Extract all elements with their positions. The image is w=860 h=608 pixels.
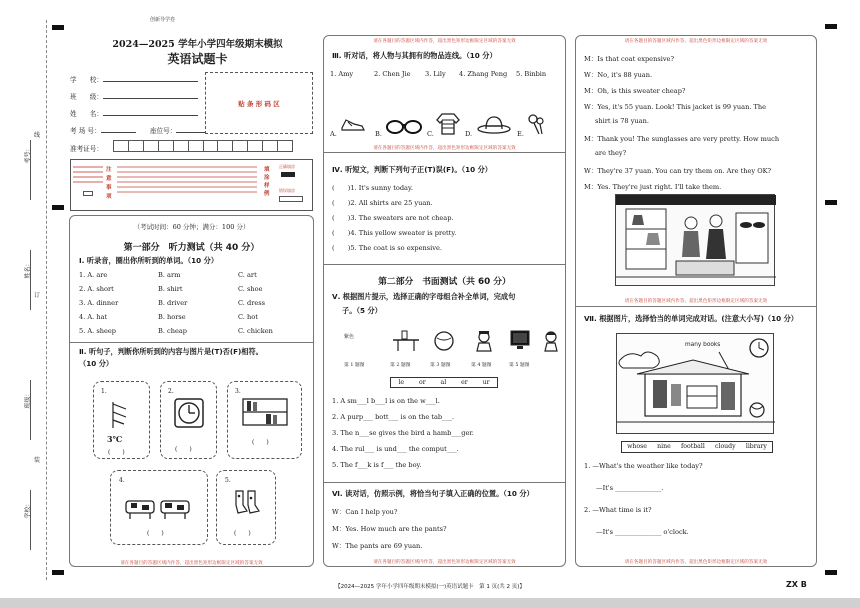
q1-row-2-a[interactable]: 2. A. short <box>79 285 114 293</box>
left-answer-panel <box>69 215 314 567</box>
q2-subtitle: （10 分） <box>79 359 114 368</box>
left-bottom-note: 请在各题目的答题区域内作答，超出黑色矩形边框限定区域的答案无效 <box>120 561 263 566</box>
q6-right-line-5: shirt is 78 yuan. <box>595 117 649 125</box>
q4-item-2[interactable]: ( )2. All shirts are 25 yuan. <box>332 199 433 207</box>
q2-item-5-answer[interactable]: ( ) <box>234 530 251 537</box>
notice-label: 注意事项 <box>106 167 112 200</box>
exam-room-field[interactable] <box>70 125 136 135</box>
q3-person-1[interactable]: 1. Amy <box>330 70 354 78</box>
right-bottom-note: 请在各题目的答题区域内作答，超出黑色矩形边框限定区域的答案无效 <box>624 560 768 565</box>
q6-left-line-2: M：Yes. How much are the pants? <box>332 525 447 533</box>
q1-row-2-c[interactable]: C. shoe <box>238 285 263 293</box>
q2-item-2-number: 2. <box>168 388 174 395</box>
registration-mark-mid-left <box>52 205 64 210</box>
clock-icon <box>174 398 204 428</box>
q2-item-1[interactable] <box>93 381 150 459</box>
registration-mark-top-right <box>825 24 837 29</box>
page-subtitle: 英语试题卡 <box>167 52 228 66</box>
q5-sentence-5[interactable]: 5. The f___k is f___ the boy. <box>332 461 422 469</box>
q4-item-1[interactable]: ( )1. It's sunny today. <box>332 184 413 192</box>
side-underline-1 <box>30 140 31 200</box>
right-top-note: 请在各题目的答题区域内作答，超出黑色矩形边框限定区域的答案无效 <box>624 39 768 44</box>
q5-pic-label-2: 第 2 题图 <box>390 363 411 368</box>
q6-right-line-7: are they? <box>595 149 627 157</box>
q7-item-1-question: 1. —What's the weather like today? <box>584 462 703 470</box>
library-caption: many books <box>685 342 721 348</box>
keys-icon <box>527 114 545 136</box>
q1-row-1-c[interactable]: C. art <box>238 271 257 279</box>
q6-right-line-4: W：Yes, it's 55 yuan. Look! This jacket is 99 yuan. The <box>584 103 767 111</box>
shoes-icon <box>340 116 366 132</box>
right-mid-note: 请在各题目的答题区域内作答，超出黑色矩形边框限定区域的答案无效 <box>624 299 768 304</box>
q2-item-1-number: 1. <box>101 388 107 395</box>
side-label-line: 线 <box>34 132 41 139</box>
q3-letter-a[interactable]: A. <box>330 130 337 138</box>
sunglasses-icon <box>386 120 422 134</box>
q1-row-3-b[interactable]: B. driver <box>158 299 188 307</box>
q7-word-nine: nine <box>657 443 671 450</box>
sweater-icon <box>436 112 460 136</box>
q7-word-bank <box>621 441 773 453</box>
q6-right-line-3: M：Oh, is this sweater cheap? <box>584 87 686 95</box>
q6-right-line-8: W：They're 37 yuan. You can try them on. Are they OK? <box>584 167 772 175</box>
q3-letter-e[interactable]: E. <box>517 130 524 138</box>
q5-sentence-3[interactable]: 3. The n___se gives the bird a hamb___ger. <box>332 429 474 437</box>
q5-pic-label-3: 第 3 题图 <box>430 363 451 368</box>
q1-row-5-b[interactable]: B. cheap <box>158 327 188 335</box>
q5-pic-label-1: 第 1 题图 <box>344 363 365 368</box>
q2-temperature: 3℃ <box>107 434 123 444</box>
q5-option-ur: ur <box>482 379 490 386</box>
q4-item-5[interactable]: ( )5. The coat is so expensive. <box>332 244 442 252</box>
hat-icon <box>476 114 512 134</box>
q2-title: Ⅱ. 听句子，判断你所听到的内容与图片是(T)否(F)相符。 <box>79 347 263 356</box>
q5-title: Ⅴ. 根据图片提示，选择正确的字母组合补全单词，完成句 <box>332 292 516 301</box>
registration-mark-top-left <box>52 25 64 30</box>
q1-row-3-a[interactable]: 3. A. dinner <box>79 299 119 307</box>
q3-person-5[interactable]: 5. Binbin <box>516 70 547 78</box>
q3-letter-c[interactable]: C. <box>427 130 434 138</box>
notice-text-area <box>73 163 103 207</box>
q7-word-whose: whose <box>627 443 647 450</box>
animals-icon <box>123 499 193 521</box>
q6-left-line-3: W：The pants are 69 yuan. <box>332 542 423 550</box>
q7-word-cloudy: cloudy <box>715 443 736 450</box>
q1-row-4-c[interactable]: C. hot <box>238 313 258 321</box>
boy-fork-icon <box>542 330 562 352</box>
q5-option-box <box>390 377 498 388</box>
q6-right-line-6: M：Thank you! The sunglasses are very pretty. How much <box>584 135 780 143</box>
q1-row-1-a[interactable]: 1. A. are <box>79 271 108 279</box>
middle-answer-panel <box>323 35 566 567</box>
q5-purple-label: 紫色 <box>344 334 355 340</box>
ball-wall-icon <box>433 330 455 352</box>
q5-pic-label-4: 第 4 题图 <box>471 363 492 368</box>
barcode-area-label: 贴 条 形 码 区 <box>238 100 280 108</box>
right-answer-panel <box>575 35 817 567</box>
shop-scene <box>616 195 776 287</box>
part1-title: 第一部分 听力测试（共 40 分） <box>123 243 260 253</box>
q2-item-3-number: 3. <box>235 388 241 395</box>
side-label-name: 姓名： <box>24 260 32 279</box>
q3-person-3[interactable]: 3. Lily <box>425 70 446 78</box>
q3-letter-b[interactable]: B. <box>375 130 382 138</box>
q2-item-4-number: 4. <box>119 477 125 484</box>
class-label: 班 级： <box>70 93 103 101</box>
filling-correct: 正确填涂 <box>279 164 295 169</box>
notice-box <box>70 159 313 211</box>
q2-item-3-answer[interactable]: ( ) <box>252 439 269 446</box>
q6-right-line-2: W：No, it's 88 yuan. <box>584 71 653 79</box>
q1-row-3-c[interactable]: C. dress <box>238 299 266 307</box>
q1-row-5-a[interactable]: 5. A. sheep <box>79 327 116 335</box>
brand-label: 创新导学卷 <box>150 17 176 23</box>
middle-bottom-note: 请在各题目的答题区域内作答，超出黑色矩形边框限定区域的答案无效 <box>373 560 516 565</box>
name-field[interactable] <box>70 108 198 118</box>
registration-mark-bottom-right <box>825 570 837 575</box>
side-underline-4 <box>30 490 31 550</box>
notice-rules <box>117 163 257 207</box>
seat-field[interactable] <box>150 125 206 135</box>
q1-title: Ⅰ. 听录音，圈出你所听到的单词。（10 分） <box>79 256 219 265</box>
binding-line <box>46 20 47 580</box>
barcode-area <box>205 72 313 134</box>
q6-right-line-1: M：Is that coat expensive? <box>584 55 674 63</box>
filling-wrong: 错误填涂 <box>279 188 295 193</box>
library-scene <box>617 334 775 435</box>
filling-correct-sample <box>281 172 295 177</box>
q1-row-2-b[interactable]: B. shirt <box>158 285 183 293</box>
filling-wrong-sample <box>279 196 303 202</box>
table-bottle-icon <box>392 330 420 352</box>
bookshelf-icon <box>242 398 288 428</box>
registration-mark-mid-right <box>825 200 837 205</box>
library-illustration <box>616 333 774 434</box>
q5-sentence-2[interactable]: 2. A purp___ bott___ is on the tab___. <box>332 413 455 421</box>
q1-row-4-a[interactable]: 4. A. hat <box>79 313 108 321</box>
q7-item-2-question: 2. —What time is it? <box>584 506 652 514</box>
q2-item-5[interactable] <box>216 470 276 545</box>
computer-icon <box>509 330 531 352</box>
socks-icon <box>232 489 262 515</box>
q4-item-3[interactable]: ( )3. The sweaters are not cheap. <box>332 214 454 222</box>
middle-top-note: 请在各题目的答题区域内作答，超出黑色矩形边框限定区域的答案无效 <box>373 39 516 44</box>
registration-mark-bottom-left <box>52 570 64 575</box>
seat-label: 座位号： <box>150 127 177 135</box>
part2-title: 第二部分 书面测试（共 60 分） <box>378 277 511 287</box>
q5-option-le: le <box>398 379 405 386</box>
q5-option-er: er <box>461 379 468 386</box>
q7-word-football: football <box>680 443 705 450</box>
school-field[interactable] <box>70 74 198 84</box>
q6-right-line-9: M：Yes. They're just right. I'll take them. <box>584 183 722 191</box>
footer-code: ZX B <box>786 580 807 589</box>
q4-item-4[interactable]: ( )4. This yellow sweater is pretty. <box>332 229 457 237</box>
ticket-no-boxes[interactable] <box>113 140 293 152</box>
nurse-icon <box>474 330 494 352</box>
side-label-exam-no: 考号： <box>24 145 32 164</box>
name-label: 姓 名： <box>70 110 103 118</box>
q4-title: Ⅳ. 听短文，判断下列句子正(T)误(F)。（10 分） <box>332 165 492 174</box>
q2-item-3[interactable] <box>227 381 302 459</box>
side-label-school: 学校： <box>24 500 32 519</box>
q5-option-al: al <box>440 379 447 386</box>
side-label-class: 班级： <box>24 390 32 409</box>
ticket-no-label: 准考证号： <box>70 145 103 153</box>
middle-note-2: 请在各题目的答题区域内作答，超出黑色矩形边框限定区域的答案无效 <box>373 146 516 151</box>
q3-person-4[interactable]: 4. Zhang Peng <box>459 70 508 78</box>
q2-item-5-number: 5. <box>225 477 231 484</box>
q7-word-library: library <box>745 443 767 450</box>
shop-illustration <box>615 194 775 286</box>
q5-sentence-1[interactable]: 1. A sm___l b___l is on the w___l. <box>332 397 440 405</box>
school-label: 学 校： <box>70 76 103 84</box>
q5-sentence-4[interactable]: 4. The rul___ is und___ the comput___. <box>332 445 459 453</box>
q2-item-2-answer[interactable]: ( ) <box>175 446 192 453</box>
side-underline-3 <box>30 380 31 440</box>
exam-time: （考试时间：60 分钟；满分：100 分） <box>133 223 250 231</box>
exam-room-label: 考 场 号： <box>70 127 101 135</box>
q6-left-line-1: W：Can I help you? <box>332 508 398 516</box>
q3-letter-d[interactable]: D. <box>465 130 473 138</box>
q2-item-1-answer[interactable]: ( ) <box>108 449 125 456</box>
q5-option-or: or <box>418 379 426 386</box>
q2-item-4[interactable] <box>110 470 208 545</box>
q3-person-2[interactable]: 2. Chen Jie <box>374 70 411 78</box>
side-label-bind: 订 <box>34 292 41 299</box>
bottom-gray-strip <box>0 598 860 608</box>
q1-row-4-b[interactable]: B. horse <box>158 313 186 321</box>
q5-pic-label-5: 第 5 题图 <box>509 363 530 368</box>
q5-title-2: 子。（5 分） <box>342 306 382 315</box>
q7-title: Ⅶ. 根据图片，选择恰当的单词完成对话。(注意大小写)（10 分） <box>584 314 798 323</box>
page-title: 2024—2025 学年小学四年级期末模拟 <box>112 39 283 50</box>
wind-icon <box>108 400 138 430</box>
q1-row-5-c[interactable]: C. chicken <box>238 327 273 335</box>
q2-item-4-answer[interactable]: ( ) <box>147 530 164 537</box>
side-label-install: 装 <box>34 457 41 464</box>
q6-title: Ⅵ. 读对话，仿照示例，将恰当句子填入正确的位置。（10 分） <box>332 489 534 498</box>
q7-item-2-answer[interactable]: —It's ______________ o'clock. <box>596 528 689 536</box>
q2-item-2[interactable] <box>160 381 217 459</box>
side-underline-2 <box>30 250 31 310</box>
q3-title: Ⅲ. 听对话，将人物与其拥有的物品连线。（10 分） <box>332 51 497 60</box>
filling-label: 填涂样例 <box>264 167 270 197</box>
class-field[interactable] <box>70 91 198 101</box>
footer-text: 【2024—2025 学年小学四年级期末模拟(一)英语试题卡 第 1 页(共 2 页)】 <box>335 584 525 590</box>
q7-item-1-answer[interactable]: —It's ______________. <box>596 484 664 492</box>
q1-row-1-b[interactable]: B. arm <box>158 271 181 279</box>
